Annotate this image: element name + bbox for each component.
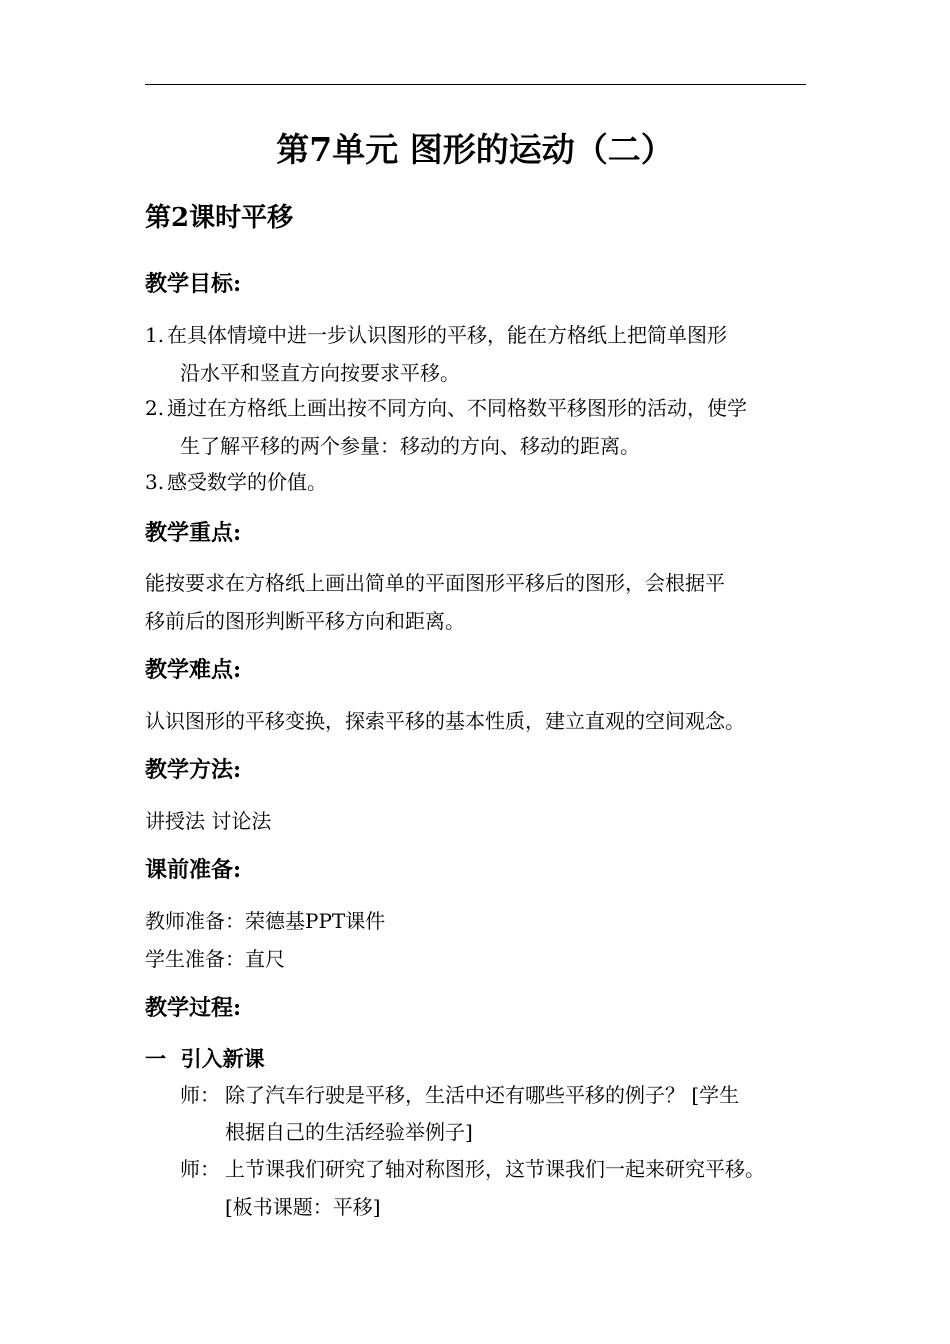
goal-item-3: [145, 467, 327, 497]
key-points-heading: 教学重点:: [145, 520, 242, 546]
header-rule: [145, 84, 806, 85]
unit-title: 第7单元 图形的运动（二）: [276, 130, 674, 169]
dialogue-1-line-2: 根据自己的生活经验举例子]: [225, 1120, 473, 1144]
goals-heading: 教学目标:: [145, 271, 242, 297]
process-heading: 教学过程:: [145, 995, 242, 1021]
methods-text: 讲授法 讨论法: [145, 809, 272, 833]
goal-item-2-cont: 生了解平移的两个参量：移动的方向、移动的距离。: [180, 434, 640, 458]
goal-text: 通过在方格纸上画出按不同方向、不同格数平移图形的活动，使学: [167, 396, 747, 420]
goal-text: 感受数学的价值。: [167, 470, 327, 494]
dialogue-2-speaker: 师：: [180, 1157, 220, 1181]
goal-number: 1.: [145, 323, 165, 347]
lesson-title: 第2课时平移: [145, 203, 294, 233]
dialogue-1-speaker: 师：: [180, 1083, 220, 1107]
methods-heading: 教学方法:: [145, 757, 242, 783]
goal-item-2: [145, 393, 747, 423]
section-1-heading: 一 引入新课: [145, 1046, 265, 1071]
goal-item-1-cont: 沿水平和竖直方向按要求平移。: [180, 361, 460, 385]
difficulties-text: 认识图形的平移变换，探索平移的基本性质，建立直观的空间观念。: [145, 709, 745, 733]
difficulties-heading: 教学难点:: [145, 657, 242, 683]
dialogue-2-line-1: 上节课我们研究了轴对称图形，这节课我们一起来研究平移。: [225, 1157, 765, 1181]
student-preparation: 学生准备：直尺: [145, 947, 285, 971]
goal-item-1: [145, 320, 727, 350]
key-points-line-1: 能按要求在方格纸上画出简单的平面图形平移后的图形，会根据平: [145, 571, 725, 595]
goal-number: 2.: [145, 396, 165, 420]
preparation-heading: 课前准备:: [145, 857, 242, 883]
goal-text: 在具体情境中进一步认识图形的平移，能在方格纸上把简单图形: [167, 323, 727, 347]
goal-number: 3.: [145, 470, 165, 494]
teacher-preparation: 教师准备：荣德基PPT课件: [145, 909, 386, 933]
key-points-line-2: 移前后的图形判断平移方向和距离。: [145, 609, 465, 633]
dialogue-2-line-2: [板书课题：平移]: [225, 1195, 381, 1219]
dialogue-1-line-1: 除了汽车行驶是平移，生活中还有哪些平移的例子？ [学生: [225, 1083, 740, 1107]
